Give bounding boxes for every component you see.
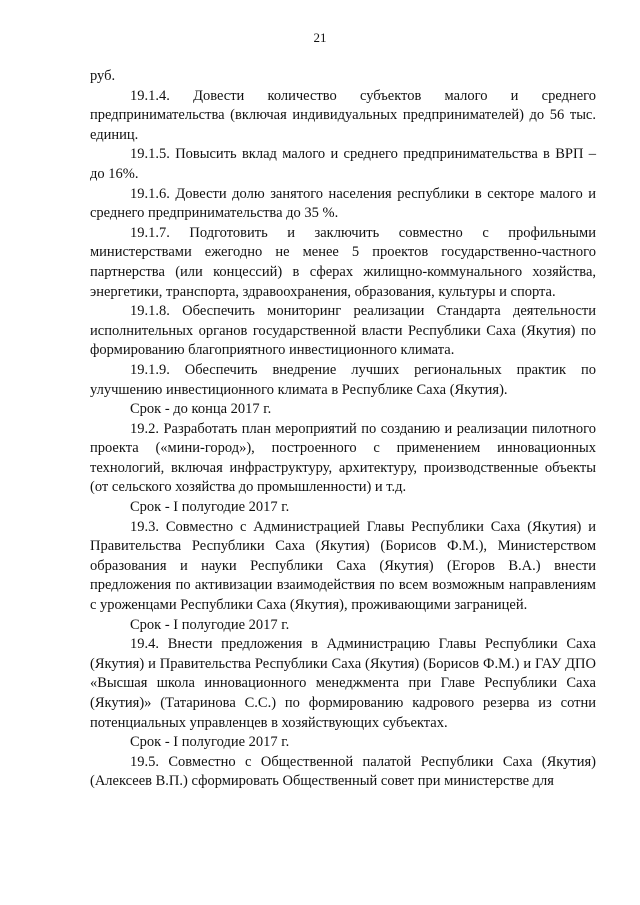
deadline-line: Срок - I полугодие 2017 г. <box>130 499 290 516</box>
paragraph-19-1-5: 19.1.5. Повысить вклад малого и среднего предпринимательства в ВРП – до 16%. <box>90 146 596 182</box>
paragraph-19-1-9: 19.1.9. Обеспечить внедрение лучших региональных практик по улучшению инвестиционного климата в Республике Саха (Якутия). <box>90 361 596 398</box>
paragraph-19-2: 19.2. Разработать план мероприятий по созданию и реализации пилотного проекта («мини-город»), построенного с применением инновационных технологий, включая инфраструктуру, архитектуру, производственные объекты (от сельского хозяйства до промышленности) и т.д. <box>90 420 596 496</box>
page-number: 21 <box>313 30 327 45</box>
paragraph-19-1-8: 19.1.8. Обеспечить мониторинг реализации Стандарта деятельности исполнительных органов государственной власти Республики Саха (Якутия) по формированию благоприятного инвестиционного климата. <box>90 303 596 359</box>
paragraph-19-1-7: 19.1.7. Подготовить и заключить совместно с профильными министерствами ежегодно не менее 5 проектов государственно-частного партнерства (или концессий) в сферах жилищно-коммунального хозяйства, энергетики, транспорта, здравоохранения, образования, культуры и спорта. <box>90 224 596 300</box>
document-body <box>90 67 596 792</box>
paragraph-19-1-6: 19.1.6. Довести долю занятого населения республики в секторе малого и среднего предпринимательства до 35 %. <box>90 185 596 222</box>
deadline-line: Срок - до конца 2017 г. <box>130 401 272 418</box>
paragraph-continuation: руб. <box>90 68 116 84</box>
paragraph-19-4: 19.4. Внести предложения в Администрацию Главы Республики Саха (Якутия) и Правительства Республики Саха (Якутия) (Борисов Ф.М.) и ГАУ ДПО «Высшая школа инновационного менеджмента при Главе Республики Саха (Якутия)» (Татаринова С.С.) по формированию кадрового резерва из сотни потенциальных управленцев в хозяйствующих субъектах. <box>90 636 596 731</box>
paragraph-19-5: 19.5. Совместно с Общественной палатой Республики Саха (Якутия) (Алексеев В.П.) сформировать Общественный совет при министерстве для <box>90 753 596 790</box>
deadline-line: Срок - I полугодие 2017 г. <box>130 734 290 751</box>
paragraph-19-3: 19.3. Совместно с Администрацией Главы Республики Саха (Якутия) и Правительства Республики Саха (Якутия) (Борисов Ф.М.), Министерством образования и науки Республики Саха (Якутия) (Егоров В.А.) внести предложения по активизации взаимодействия по всем возможным направлениям с уроженцами Республики Саха (Якутия), проживающими заграницей. <box>90 518 596 614</box>
paragraph-19-1-4: 19.1.4. Довести количество субъектов малого и среднего предпринимательства (включая индивидуальных предпринимателей) до 56 тыс. единиц. <box>90 87 596 143</box>
deadline-line: Срок - I полугодие 2017 г. <box>130 616 290 633</box>
